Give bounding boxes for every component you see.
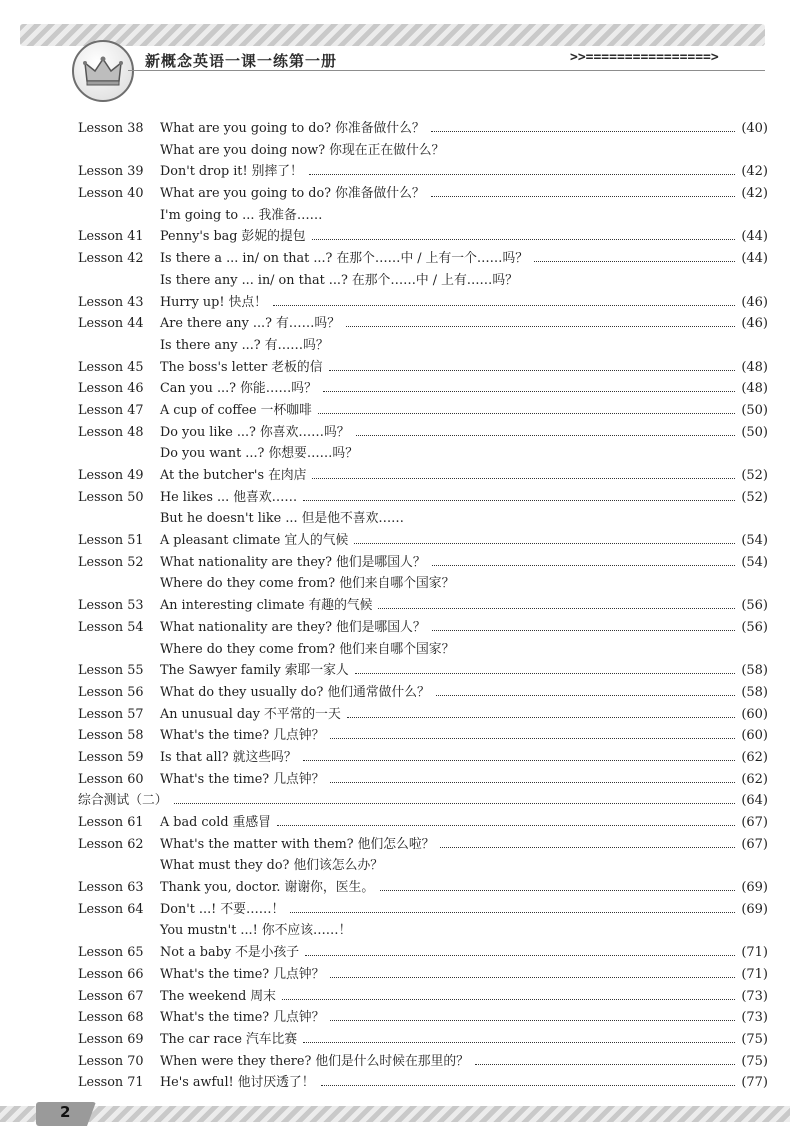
toc-row [78, 769, 768, 791]
lesson-subtitle: But he doesn't like ... 但是他不喜欢…… [160, 511, 404, 527]
dot-leader [432, 630, 736, 631]
lesson-label: Lesson 60 [78, 771, 144, 787]
toc-entry [160, 465, 768, 487]
lesson-label: Lesson 62 [78, 836, 144, 852]
page-ref: (44) [741, 229, 768, 245]
page-ref: (48) [741, 359, 768, 375]
toc-row [78, 226, 768, 248]
toc-entry [160, 877, 768, 899]
toc-row [78, 639, 768, 661]
section-title: 综合测试（二） [78, 793, 168, 809]
lesson-label: Lesson 53 [78, 598, 144, 614]
page-ref: (77) [741, 1075, 768, 1091]
toc-row [78, 595, 768, 617]
toc-entry [160, 725, 768, 747]
lesson-label: Lesson 68 [78, 1010, 144, 1026]
lesson-label: Lesson 66 [78, 966, 144, 982]
page-ref: (75) [741, 1031, 768, 1047]
dot-leader [330, 782, 735, 783]
toc-entry [160, 617, 768, 639]
dot-leader [305, 955, 735, 956]
lesson-label: Lesson 38 [78, 121, 144, 136]
lesson-label: Lesson 70 [78, 1053, 144, 1069]
lesson-label: Lesson 49 [78, 468, 144, 483]
dot-leader [309, 174, 735, 175]
toc-row [78, 465, 768, 487]
dot-leader [323, 391, 735, 392]
toc-entry [160, 1029, 768, 1051]
toc-row [78, 313, 768, 335]
toc-row [78, 161, 768, 183]
header-divider [128, 70, 765, 71]
dot-leader [330, 1020, 735, 1021]
toc-entry [78, 790, 768, 812]
lesson-title: He likes ... 他喜欢…… [160, 489, 298, 505]
toc-entry [160, 704, 768, 726]
toc-entry [160, 769, 768, 791]
toc-entry [160, 660, 768, 682]
page-ref: (71) [741, 966, 768, 982]
page-ref: (46) [741, 316, 768, 332]
dot-leader [273, 305, 735, 306]
lesson-title: What do they usually do? 他们通常做什么？ [160, 684, 430, 700]
toc-entry [160, 986, 768, 1008]
lesson-title: What's the time? 几点钟？ [160, 771, 325, 787]
lesson-title: Thank you, doctor. 谢谢你，医生。 [160, 880, 375, 896]
toc-row [78, 487, 768, 509]
lesson-title: The boss's letter 老板的信 [160, 359, 323, 375]
page-ref: (71) [741, 945, 768, 961]
lesson-title: Do you like ...? 你喜欢……吗？ [160, 424, 350, 440]
page-number: 2 [60, 1103, 71, 1121]
dot-leader [354, 543, 735, 544]
dot-leader [440, 847, 735, 848]
page-ref: (69) [741, 901, 768, 917]
dot-leader [318, 413, 735, 414]
lesson-title: Can you ...? 你能……吗？ [160, 381, 317, 397]
page-ref: (42) [741, 164, 768, 180]
toc-row [78, 747, 768, 769]
page-ref: (46) [741, 294, 768, 310]
dot-leader [431, 131, 736, 132]
toc-row [78, 899, 768, 921]
toc-row [78, 530, 768, 552]
lesson-title: What are you going to do? 你准备做什么？ [160, 121, 425, 136]
lesson-title: Hurry up! 快点！ [160, 294, 267, 310]
toc-row [78, 1051, 768, 1073]
toc-row [78, 1007, 768, 1029]
section-row [78, 790, 768, 812]
page-ref: (42) [741, 186, 768, 202]
lesson-label: Lesson 58 [78, 728, 144, 744]
toc-row [78, 725, 768, 747]
toc-entry [160, 747, 768, 769]
lesson-title: The weekend 周末 [160, 988, 276, 1004]
lesson-title: A cup of coffee 一杯咖啡 [160, 402, 312, 418]
toc-row [78, 812, 768, 834]
dot-leader [356, 435, 736, 436]
lesson-subtitle: Is there any ...? 有……吗？ [160, 337, 329, 353]
lesson-label: Lesson 43 [78, 294, 144, 310]
toc-entry [160, 183, 768, 205]
lesson-subtitle: I'm going to ... 我准备…… [160, 207, 323, 223]
dot-leader [431, 196, 736, 197]
toc-entry [160, 226, 768, 248]
toc-row [78, 357, 768, 379]
page-ref: (52) [741, 468, 768, 483]
toc-row [78, 834, 768, 856]
page-ref: (48) [741, 381, 768, 397]
lesson-title: At the butcher's 在肉店 [160, 468, 307, 483]
toc-row [78, 400, 768, 422]
dot-leader [312, 239, 736, 240]
dot-leader [380, 890, 735, 891]
toc-row [78, 704, 768, 726]
toc-entry [160, 422, 768, 444]
header-stripe [20, 24, 765, 46]
dot-leader [534, 261, 735, 262]
lesson-title: The Sawyer family 索耶一家人 [160, 663, 349, 679]
lesson-label: Lesson 69 [78, 1031, 144, 1047]
header-arrows: >>================> [570, 50, 719, 65]
lesson-title: What's the time? 几点钟？ [160, 966, 325, 982]
toc-entry [160, 118, 768, 140]
page-ref: (50) [741, 424, 768, 440]
toc-entry [160, 530, 768, 552]
page-ref: (50) [741, 402, 768, 418]
book-title: 新概念英语一课一练第一册 [145, 52, 338, 70]
page-ref: (56) [741, 619, 768, 635]
dot-leader [282, 999, 735, 1000]
lesson-title: What's the time? 几点钟？ [160, 728, 325, 744]
lesson-title: Penny's bag 彭妮的提包 [160, 229, 306, 245]
lesson-title: A pleasant climate 宜人的气候 [160, 533, 349, 549]
lesson-label: Lesson 63 [78, 880, 144, 896]
lesson-label: Lesson 54 [78, 619, 144, 635]
toc-row [78, 422, 768, 444]
dot-leader [378, 608, 735, 609]
footer-stripe [0, 1106, 790, 1122]
page-ref: (73) [741, 988, 768, 1004]
lesson-title: When were they there? 他们是什么时候在那里的？ [160, 1053, 469, 1069]
lesson-title: Don't drop it! 别摔了！ [160, 164, 303, 180]
dot-leader [290, 912, 735, 913]
toc-row [78, 682, 768, 704]
toc-row [78, 1072, 768, 1094]
toc-entry [160, 1051, 768, 1073]
dot-leader [330, 738, 735, 739]
toc-entry [160, 595, 768, 617]
page-ref: (44) [741, 251, 768, 267]
page-ref: (40) [741, 121, 768, 136]
dot-leader [174, 803, 736, 804]
lesson-label: Lesson 41 [78, 229, 144, 245]
lesson-subtitle: What are you doing now? 你现在正在做什么？ [160, 142, 445, 158]
dot-leader [303, 500, 735, 501]
dot-leader [436, 695, 735, 696]
lesson-title: Is there a ... in/ on that ...? 在那个……中 / 上有一个……吗？ [160, 251, 529, 267]
lesson-title: Don't ...! 不要……！ [160, 901, 285, 917]
toc-entry [160, 161, 768, 183]
toc-entry [160, 292, 768, 314]
toc-row [78, 248, 768, 270]
table-of-contents [78, 118, 768, 1094]
page-ref: (62) [741, 749, 768, 765]
lesson-label: Lesson 52 [78, 554, 144, 570]
toc-row [78, 660, 768, 682]
lesson-label: Lesson 50 [78, 489, 144, 505]
crown-icon [72, 40, 134, 102]
lesson-label: Lesson 65 [78, 945, 144, 961]
lesson-title: Are there any ...? 有……吗？ [160, 316, 340, 332]
lesson-subtitle: Is there any ... in/ on that ...? 在那个……中 / 上有……吗？ [160, 272, 518, 288]
page-ref: (64) [741, 793, 768, 809]
lesson-title: He's awful! 他讨厌透了！ [160, 1075, 315, 1091]
toc-row [78, 1029, 768, 1051]
toc-row [78, 118, 768, 140]
lesson-title: Not a baby 不是小孩子 [160, 945, 300, 961]
lesson-label: Lesson 40 [78, 186, 144, 202]
page-ref: (60) [741, 728, 768, 744]
toc-entry [160, 682, 768, 704]
toc-row [78, 964, 768, 986]
lesson-subtitle: Where do they come from? 他们来自哪个国家？ [160, 576, 455, 592]
toc-entry [160, 899, 768, 921]
dot-leader [355, 673, 736, 674]
toc-row [78, 508, 768, 530]
dot-leader [312, 478, 735, 479]
toc-entry [160, 834, 768, 856]
toc-row [78, 443, 768, 465]
toc-entry [160, 357, 768, 379]
dot-leader [347, 717, 736, 718]
toc-entry [160, 964, 768, 986]
lesson-label: Lesson 44 [78, 316, 144, 332]
toc-row [78, 140, 768, 162]
toc-row [78, 552, 768, 574]
page-ref: (54) [741, 533, 768, 549]
toc-entry [160, 942, 768, 964]
toc-entry [160, 313, 768, 335]
dot-leader [329, 370, 736, 371]
page-ref: (62) [741, 771, 768, 787]
lesson-subtitle: You mustn't ...! 你不应该……！ [160, 923, 352, 939]
lesson-label: Lesson 42 [78, 251, 144, 267]
lesson-label: Lesson 51 [78, 533, 144, 549]
toc-entry [160, 248, 768, 270]
dot-leader [303, 1042, 735, 1043]
toc-row [78, 292, 768, 314]
lesson-title: An interesting climate 有趣的气候 [160, 598, 373, 614]
dot-leader [432, 565, 736, 566]
toc-entry [160, 552, 768, 574]
lesson-subtitle: Where do they come from? 他们来自哪个国家？ [160, 641, 455, 657]
page-ref: (67) [741, 836, 768, 852]
toc-entry [160, 487, 768, 509]
toc-row [78, 335, 768, 357]
dot-leader [346, 326, 735, 327]
lesson-label: Lesson 56 [78, 684, 144, 700]
lesson-label: Lesson 48 [78, 424, 144, 440]
lesson-label: Lesson 55 [78, 663, 144, 679]
toc-row [78, 270, 768, 292]
toc-entry [160, 400, 768, 422]
lesson-label: Lesson 45 [78, 359, 144, 375]
lesson-label: Lesson 47 [78, 402, 144, 418]
page-ref: (52) [741, 489, 768, 505]
dot-leader [475, 1064, 735, 1065]
page-ref: (73) [741, 1010, 768, 1026]
lesson-title: What's the time? 几点钟？ [160, 1010, 325, 1026]
toc-row [78, 986, 768, 1008]
lesson-label: Lesson 61 [78, 815, 144, 830]
toc-entry [160, 1007, 768, 1029]
lesson-title: What are you going to do? 你准备做什么？ [160, 186, 425, 202]
page-ref: (69) [741, 880, 768, 896]
lesson-label: Lesson 59 [78, 749, 144, 765]
lesson-title: An unusual day 不平常的一天 [160, 706, 341, 722]
dot-leader [330, 977, 735, 978]
toc-row [78, 855, 768, 877]
dot-leader [321, 1085, 736, 1086]
lesson-subtitle: Do you want ...? 你想要……吗？ [160, 446, 359, 462]
page-ref: (60) [741, 706, 768, 722]
toc-row [78, 205, 768, 227]
dot-leader [277, 825, 735, 826]
lesson-title: The car race 汽车比赛 [160, 1031, 298, 1047]
lesson-label: Lesson 64 [78, 901, 144, 917]
lesson-title: What nationality are they? 他们是哪国人？ [160, 554, 426, 570]
lesson-label: Lesson 71 [78, 1075, 144, 1091]
toc-row [78, 378, 768, 400]
toc-row [78, 573, 768, 595]
page-ref: (54) [741, 554, 768, 570]
toc-entry [160, 378, 768, 400]
lesson-label: Lesson 39 [78, 164, 144, 180]
lesson-title: What's the matter with them? 他们怎么啦？ [160, 836, 435, 852]
toc-entry [160, 1072, 768, 1094]
page-ref: (56) [741, 598, 768, 614]
lesson-title: What nationality are they? 他们是哪国人？ [160, 619, 426, 635]
dot-leader [303, 760, 736, 761]
toc-row [78, 942, 768, 964]
toc-row [78, 617, 768, 639]
lesson-subtitle: What must they do? 他们该怎么办？ [160, 858, 384, 874]
lesson-label: Lesson 57 [78, 706, 144, 722]
toc-row [78, 183, 768, 205]
lesson-label: Lesson 67 [78, 988, 144, 1004]
toc-row [78, 920, 768, 942]
page-ref: (58) [741, 663, 768, 679]
toc-entry [160, 812, 768, 834]
lesson-title: Is that all? 就这些吗？ [160, 749, 297, 765]
lesson-title: A bad cold 重感冒 [160, 815, 272, 830]
page-ref: (75) [741, 1053, 768, 1069]
page-ref: (67) [741, 815, 768, 830]
toc-row [78, 877, 768, 899]
lesson-label: Lesson 46 [78, 381, 144, 397]
page-ref: (58) [741, 684, 768, 700]
